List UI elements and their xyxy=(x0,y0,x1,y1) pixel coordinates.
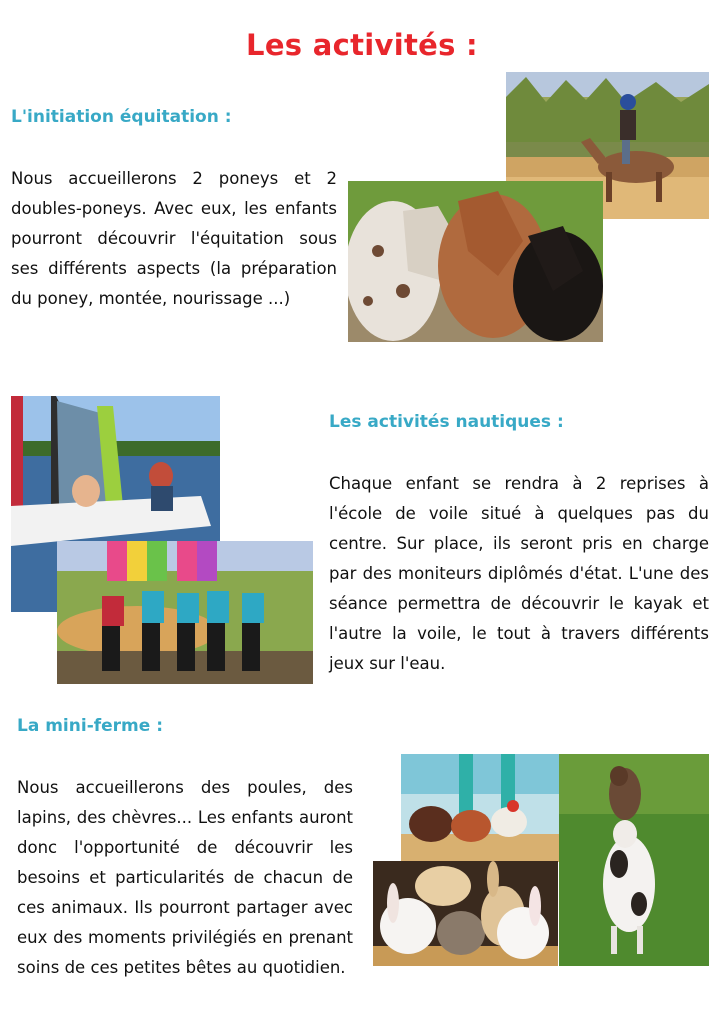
ponies-group-photo xyxy=(348,181,603,342)
section-title-nautiques: Les activités nautiques : xyxy=(329,412,564,432)
page-title: Les activités : xyxy=(246,28,478,62)
section-title-equitation: L'initiation équitation : xyxy=(11,107,232,127)
section-text-equitation: Nous accueillerons 2 poneys et 2 doubles-poneys. Avec eux, les enfants pourront découvrir l'équitation sous ses différents aspects (la préparation du poney, montée, nourissage ...) xyxy=(11,169,337,308)
rabbits-photo xyxy=(373,861,558,966)
section-text-mini-ferme: Nous accueillerons des poules, des lapins, des chèvres... Les enfants auront donc l'opportunité de découvrir les besoins et particularités de chacun de ces animaux. Ils pourront partager avec eux des moments privilégiés en prenant soins de ces petites bêtes au quotidien. xyxy=(17,778,353,977)
section-text-nautiques: Chaque enfant se rendra à 2 reprises à l'école de voile situé à quelques pas du centre. Sur place, ils seront pris en charge par des moniteurs diplômés d'état. L'une des séance permettra de découvrir le kayak et l'autre la voile, le tout à travers différents jeux sur l'eau. xyxy=(329,474,709,673)
kids-life-jackets-photo xyxy=(57,541,313,684)
goats-on-grass-photo xyxy=(559,754,709,966)
section-title-mini-ferme: La mini-ferme : xyxy=(17,716,164,736)
chickens-coop-photo xyxy=(401,754,559,862)
